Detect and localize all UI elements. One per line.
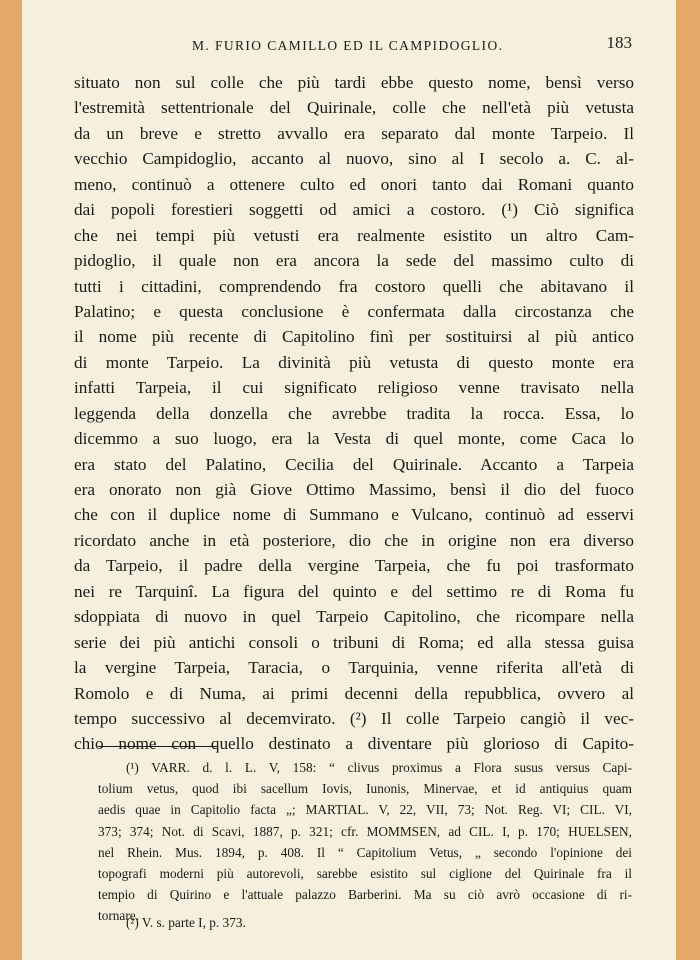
book-page bbox=[22, 0, 676, 960]
text-line: che con il duplice nome di Summano e Vulcano, continuò ad esservi bbox=[74, 505, 634, 525]
text-line: l'estremità settentrionale del Quirinale, colle che nell'età più vetusta bbox=[74, 98, 634, 118]
footnote-line: tornare. bbox=[98, 908, 139, 924]
text-line: nei re Tarquinî. La figura del quinto e del settimo re di Roma fu bbox=[74, 581, 634, 601]
footnote-line: tolium vetus, quod ibi sacellum Iovis, Iunonis, Minervae, et id antiquius quam bbox=[98, 781, 632, 797]
text-line: il nome più recente di Capitolino finì per sostituirsi al più antico bbox=[74, 327, 634, 347]
text-line: dai popoli forestieri soggetti od amici a costoro. (¹) Ciò significa bbox=[74, 200, 634, 220]
text-line: meno, continuò a ottenere culto ed onori tanto dai Romani quanto bbox=[74, 174, 634, 194]
footnote-line: (¹) VARR. d. l. L. V, 158: “ clivus proximus a Flora susus versus Capi- bbox=[126, 760, 632, 775]
text-line: la vergine Tarpeia, Taracia, o Tarquinia, venne riferita all'età di bbox=[74, 658, 634, 678]
text-line: Romolo e di Numa, ai primi decenni della repubblica, ovvero al bbox=[74, 683, 634, 703]
text-line: Palatino; e questa conclusione è confermata dalla circostanza che bbox=[74, 301, 634, 321]
footnote-1 bbox=[98, 757, 632, 927]
main-text bbox=[74, 70, 634, 757]
footnote-line: 373; 374; Not. di Scavi, 1887, p. 321; cfr. MOMMSEN, ad CIL. I, p. 170; HUELSEN, bbox=[98, 823, 632, 839]
text-line: di monte Tarpeio. La divinità più vetusta di questo monte era bbox=[74, 352, 634, 372]
text-line: da un breve e stretto avvallo era separato dal monte Tarpeio. Il bbox=[74, 123, 634, 143]
footnote-rule bbox=[98, 746, 218, 747]
text-line: vecchio Campidoglio, accanto al nuovo, sino al I secolo a. C. al- bbox=[74, 149, 634, 169]
footnote-line: nel Rhein. Mus. 1894, p. 408. Il “ Capitolium Vetus, „ secondo l'opinione dei bbox=[98, 844, 632, 860]
running-title: M. FURIO CAMILLO ED IL CAMPIDOGLIO. bbox=[192, 38, 504, 53]
text-line: infatti Tarpeia, il cui significato religioso venne travisato nella bbox=[74, 378, 634, 398]
page-header bbox=[22, 32, 676, 58]
text-line: ricordato anche in età posteriore, dio che in origine non era diverso bbox=[74, 530, 634, 550]
text-line: chio nome con quello destinato a diventare più glorioso di Capito- bbox=[74, 734, 634, 754]
text-line: tempo successivo al decemvirato. (²) Il colle Tarpeio cangiò il vec- bbox=[74, 708, 634, 728]
text-line: era onorato non già Giove Ottimo Massimo, bensì il dio del fuoco bbox=[74, 480, 634, 499]
text-line: era stato del Palatino, Cecilia del Quirinale. Accanto a Tarpeia bbox=[74, 454, 634, 474]
footnote-line: aedis quae in Capitolio facta „; MARTIAL. V, 22, VII, 73; Not. Reg. VI; CIL. VI, bbox=[98, 802, 632, 818]
text-line: dicemmo a suo luogo, era la Vesta di quel monte, come Caca lo bbox=[74, 429, 634, 449]
text-line: serie dei più antichi consoli o tribuni di Roma; ed alla stessa guisa bbox=[74, 632, 634, 652]
text-line: pidoglio, il quale non era ancora la sede del massimo culto di bbox=[74, 251, 634, 271]
text-line: da Tarpeio, il padre della vergine Tarpeia, che fu poi trasformato bbox=[74, 556, 634, 576]
footnote-line: tempio di Quirino e l'attuale palazzo Barberini. Ma su ciò avrò occasione di ri- bbox=[98, 887, 632, 903]
text-line: tutti i cittadini, comprendendo fra costoro quelli che abitavano il bbox=[74, 276, 634, 296]
text-line: leggenda della donzella che avrebbe tradita la rocca. Essa, lo bbox=[74, 403, 634, 423]
text-line: che nei tempi più vetusti era realmente esistito un altro Cam- bbox=[74, 225, 634, 245]
footnote-line: topografi moderni più autorevoli, sarebbe esistito sul ciglione del Quirinale fra il bbox=[98, 865, 632, 881]
text-line: situato non sul colle che più tardi ebbe questo nome, bensì verso bbox=[74, 73, 634, 92]
page-number: 183 bbox=[606, 33, 632, 52]
footnote-2: (²) V. s. parte I, p. 373. bbox=[126, 915, 246, 930]
text-line: sdoppiata di nuovo in quel Tarpeio Capitolino, che ricompare nella bbox=[74, 607, 634, 627]
